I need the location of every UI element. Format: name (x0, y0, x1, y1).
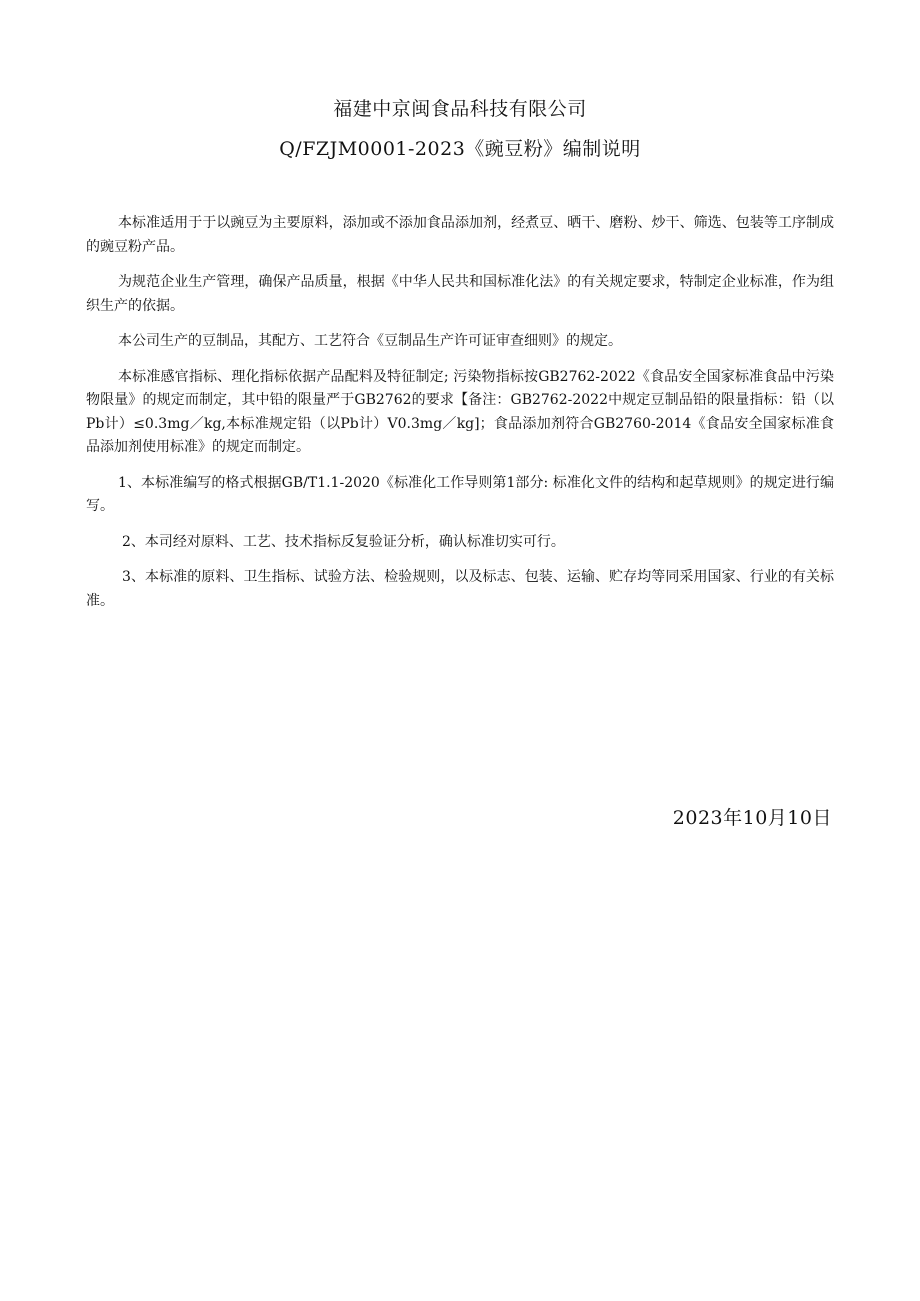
paragraph-item-1: 1、本标准编写的格式根据GB/T1.1-2020《标准化工作导则第1部分: 标准化文件的结构和起草规则》的规定进行编写。 (86, 474, 834, 514)
paragraph-formula: 本公司生产的豆制品，其配方、工艺符合《豆制品生产许可证审查细则》的规定。 (118, 333, 622, 349)
paragraph-scope: 本标准适用于于以豌豆为主要原料，添加或不添加食品添加剂，经煮豆、晒干、磨粉、炒干、筛选、包装等工序制成的豌豆粉产品。 (86, 215, 834, 255)
paragraph-item-3: 3、本标准的原料、卫生指标、试验方法、检验规则，以及标志、包装、运输、贮存均等同采用国家、行业的有关标准。 (86, 569, 834, 609)
paragraph-item-2: 2、本司经对原料、工艺、技术指标反复验证分析，确认标准切实可行。 (122, 533, 565, 550)
document-title-heading: Q/FZJM0001-2023《豌豆粉》编制说明 (279, 138, 641, 160)
document-body (86, 212, 834, 625)
company-name-heading: 福建中京闽食品科技有限公司 (333, 98, 587, 120)
document-date: 2023年10月10日 (672, 807, 832, 829)
paragraph-purpose: 为规范企业生产管理，确保产品质量，根据《中华人民共和国标准化法》的有关规定要求，特制定企业标准，作为组织生产的依据。 (86, 274, 834, 314)
paragraph-indicators: 本标准感官指标、理化指标依据产品配料及特征制定; 污染物指标按GB2762-2022《食品安全国家标准食品中污染物限量》的规定而制定，其中铅的限量严于GB2762的要求【备注：GB2762-2022中规定豆制品铅的限量指标：铅（以Pb计）≤0.3mg／kg,本标准规定铅（以Pb计）V0.3mg／kg]；食品添加剂符合GB2760-2014《食品安全国家标准食品添加剂使用标准》的规定而制定。 (86, 368, 834, 455)
